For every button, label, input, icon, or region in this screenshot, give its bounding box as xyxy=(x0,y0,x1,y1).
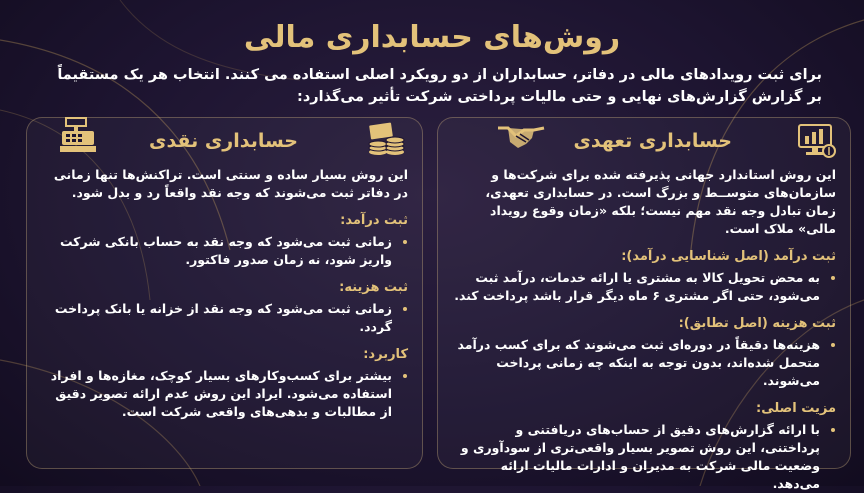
computer-chart-icon xyxy=(796,122,836,164)
list-item: • هزینه‌ها دقیقاً در دوره‌ای ثبت می‌شوند که برای کسب درآمد متحمل شده‌اند، بدون توجه به اینکه چه زمانی پرداخت می‌شوند. xyxy=(452,336,820,390)
intro-text: برای ثبت رویدادهای مالی در دفاتر، حسابداران از دو رویکرد اصلی استفاده می کنند. انتخاب هر یک مستقیماً بر گزارش گزارش‌های نهایی و حتی مالیات پرداختی شرکت تأثیر می‌گذارد: xyxy=(57,67,822,105)
coins-icon xyxy=(366,122,406,162)
accrual-card-header xyxy=(452,126,836,160)
accrual-title: حسابداری تعهدی xyxy=(573,130,732,152)
handshake-icon xyxy=(496,120,546,158)
accrual-expense-list xyxy=(452,336,836,390)
cash-card-header xyxy=(41,126,408,160)
accrual-card xyxy=(437,117,851,491)
cash-register-icon xyxy=(58,116,98,158)
cash-description: این روش بسیار ساده و سنتی است. تراکنش‌ها تنها زمانی در دفاتر ثبت می‌شوند که وجه نقد واقعاً رد و بدل شود. xyxy=(53,167,408,200)
cash-expense-list xyxy=(41,300,408,336)
accrual-expense-heading: ثبت هزینه (اصل تطابق): xyxy=(678,316,836,331)
list-item: • به محض تحویل کالا به مشتری یا ارائه خدمات، درآمد ثبت می‌شود، حتی اگر مشتری ۶ ماه دیگر قرار باشد پرداخت کند. xyxy=(452,269,820,305)
list-item: • زمانی ثبت می‌شود که وجه نقد از خزانه یا بانک پرداخت گردد. xyxy=(41,300,392,336)
cash-card xyxy=(26,117,423,469)
page-title: روش‌های حسابداری مالی xyxy=(243,20,621,55)
accrual-advantage-heading: مزیت اصلی: xyxy=(756,401,836,416)
accrual-income-heading: ثبت درآمد (اصل شناسایی درآمد): xyxy=(621,249,836,264)
list-item: • بیشتر برای کسب‌وکارهای بسیار کوچک، مغازه‌ها و افراد استفاده می‌شود. ایراد این روش عدم ارائه تصویر دقیق از مطالبات و بدهی‌های واقعی شرکت است. xyxy=(41,367,392,421)
cash-income-list xyxy=(41,233,408,269)
cash-expense-heading: ثبت هزینه: xyxy=(339,280,408,295)
cash-usage-heading: کاربرد: xyxy=(363,347,408,362)
accrual-advantage-list xyxy=(452,421,836,493)
cash-income-heading: ثبت درآمد: xyxy=(340,213,408,228)
accrual-income-list xyxy=(452,269,836,305)
accrual-description: این روش استاندارد جهانی پذیرفته شده برای شرکت‌ها و سازمان‌های متوســط و بزرگ است. در حسابداری تعهدی، زمان تبادل وجه نقد مهم نیست؛ بلکه «زمان وقوع رویداد مالی» ملاک است. xyxy=(485,167,836,236)
list-item: • زمانی ثبت می‌شود که وجه نقد به حساب بانکی شرکت واریز شود، نه زمان صدور فاکتور. xyxy=(41,233,392,269)
cash-usage-list xyxy=(41,367,408,421)
cash-title: حسابداری نقدی xyxy=(149,130,298,152)
list-item: • با ارائه گزارش‌های دقیق از حساب‌های دریافتنی و پرداختنی، این روش تصویر بسیار واقعی‌تری از سودآوری و وضعیت مالی شرکت به مدیران و ادارات مالیات ارائه می‌دهد. xyxy=(452,421,820,493)
